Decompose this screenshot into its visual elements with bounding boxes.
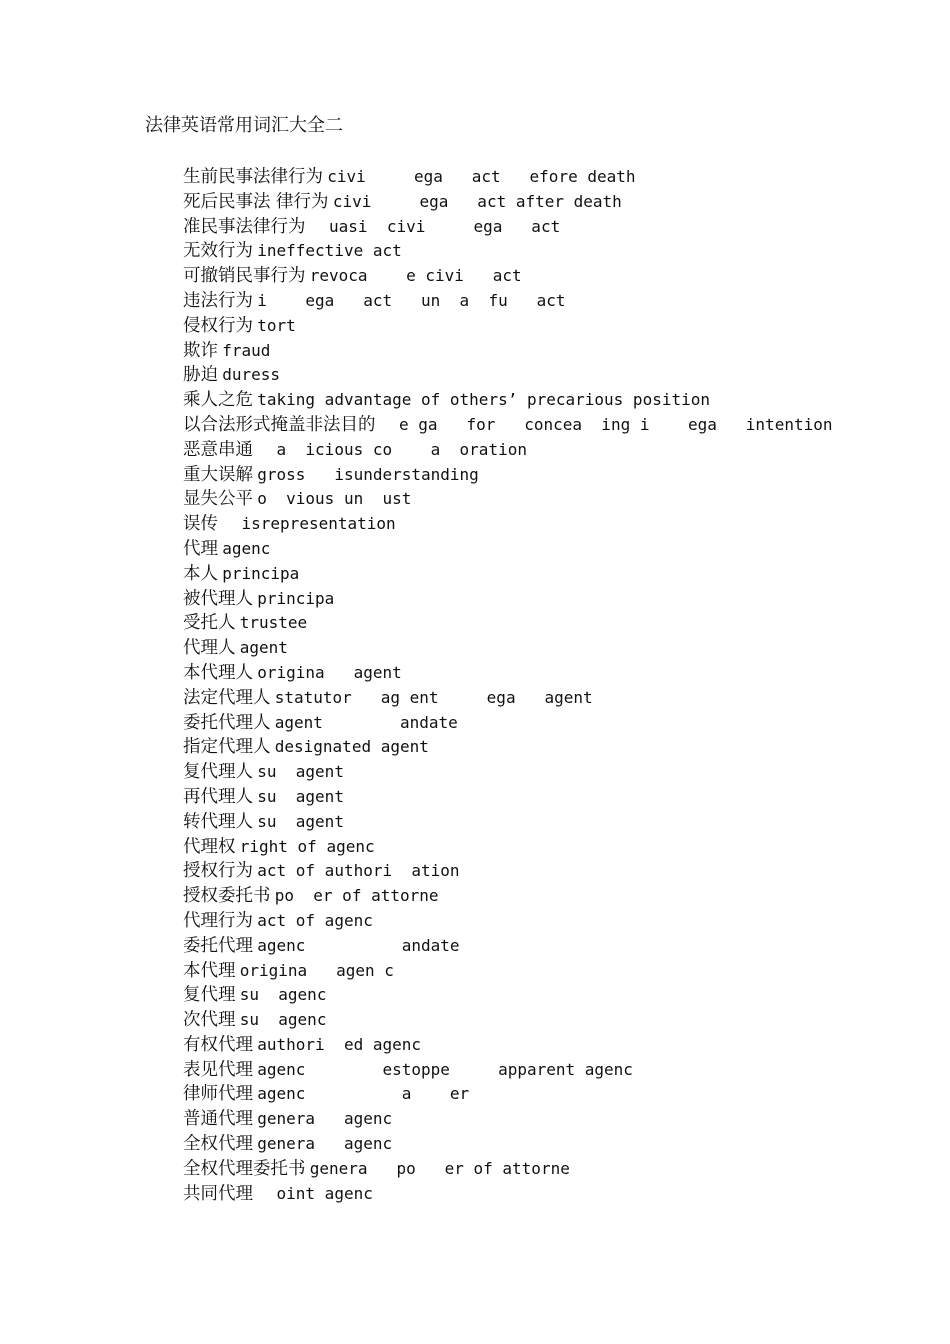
glossary-entry	[183, 562, 833, 587]
english-term: statutor ag ent ega agent	[274, 687, 593, 707]
english-term: authori ed agenc	[257, 1034, 422, 1054]
english-term: gross isunderstanding	[257, 464, 479, 484]
english-term: i ega act un a fu act	[257, 290, 566, 310]
english-term: origina agent	[257, 662, 402, 682]
english-term: principa	[222, 563, 300, 583]
glossary-entry	[183, 512, 833, 537]
glossary-entry	[183, 636, 833, 661]
english-term: trustee	[239, 613, 308, 633]
glossary-entry	[183, 810, 833, 835]
chinese-term: 乘人之危	[183, 390, 253, 411]
glossary-entry	[183, 463, 833, 488]
english-term: duress	[222, 365, 281, 385]
english-term: agenc	[222, 538, 271, 558]
chinese-term: 误传	[183, 514, 218, 535]
chinese-term: 本人	[183, 563, 218, 584]
glossary-entry	[183, 859, 833, 884]
chinese-term: 普通代理	[183, 1109, 253, 1130]
chinese-term: 显失公平	[183, 489, 253, 510]
chinese-term: 代理人	[183, 638, 236, 659]
chinese-term: 全权代理委托书	[183, 1158, 306, 1179]
glossary-entry	[183, 785, 833, 810]
english-term: genera agenc	[257, 1134, 393, 1154]
english-term: isrepresentation	[222, 514, 396, 534]
glossary-entry	[183, 363, 833, 388]
glossary-entry	[183, 1132, 833, 1157]
chinese-term: 复代理	[183, 985, 236, 1006]
glossary-entry	[183, 909, 833, 934]
glossary-entry	[183, 289, 833, 314]
english-term: origina agen c	[239, 960, 394, 980]
glossary-entry	[183, 339, 833, 364]
english-term: a icious co a oration	[257, 439, 527, 459]
english-term: agenc estoppe apparent agenc	[257, 1059, 633, 1079]
english-term: right of agenc	[239, 836, 375, 856]
chinese-term: 律师代理	[183, 1084, 253, 1105]
chinese-term: 复代理人	[183, 762, 253, 783]
glossary-entry	[183, 983, 833, 1008]
glossary-entry	[183, 1107, 833, 1132]
english-term: oint agenc	[257, 1183, 373, 1203]
english-term: designated agent	[274, 737, 429, 757]
english-term: tort	[257, 315, 296, 335]
english-term: revoca e civi act	[309, 266, 522, 286]
glossary-entry	[183, 686, 833, 711]
glossary-entry	[183, 413, 833, 438]
english-term: genera po er of attorne	[309, 1158, 570, 1178]
chinese-term: 无效行为	[183, 241, 253, 262]
chinese-term: 欺诈	[183, 340, 218, 361]
english-term: taking advantage of others’ precarious position	[257, 390, 710, 410]
glossary-entry	[183, 264, 833, 289]
glossary-entry	[183, 884, 833, 909]
chinese-term: 委托代理人	[183, 712, 271, 733]
glossary-entry	[183, 487, 833, 512]
chinese-term: 有权代理	[183, 1034, 253, 1055]
english-term: agenc a er	[257, 1084, 470, 1104]
glossary-entry	[183, 438, 833, 463]
chinese-term: 代理行为	[183, 910, 253, 931]
chinese-term: 再代理人	[183, 786, 253, 807]
english-term: su agent	[257, 811, 344, 831]
glossary-entry	[183, 711, 833, 736]
chinese-term: 被代理人	[183, 588, 253, 609]
english-term: act of agenc	[257, 910, 373, 930]
chinese-term: 委托代理	[183, 935, 253, 956]
chinese-term: 准民事法律行为	[183, 216, 306, 237]
glossary-entry	[183, 1033, 833, 1058]
english-term: po er of attorne	[274, 886, 439, 906]
glossary-entry	[183, 1082, 833, 1107]
chinese-term: 以合法形式掩盖非法目的	[183, 414, 376, 435]
english-term: su agenc	[239, 1010, 327, 1030]
chinese-term: 代理	[183, 538, 218, 559]
chinese-term: 全权代理	[183, 1134, 253, 1155]
glossary-entry	[183, 1058, 833, 1083]
chinese-term: 生前民事法律行为	[183, 167, 323, 187]
glossary-entry	[183, 611, 833, 636]
english-term: agenc andate	[257, 935, 460, 955]
chinese-term: 授权委托书	[183, 886, 271, 907]
chinese-term: 代理权	[183, 836, 236, 857]
chinese-term: 违法行为	[183, 290, 253, 311]
chinese-term: 共同代理	[183, 1183, 253, 1204]
chinese-term: 授权行为	[183, 861, 253, 882]
english-term: agent	[239, 638, 288, 658]
chinese-term: 受托人	[183, 613, 236, 634]
document-title: 法律英语常用词汇大全二	[145, 115, 343, 136]
glossary-entry	[183, 1008, 833, 1033]
english-term: act of authori ation	[257, 861, 460, 881]
english-term: su agent	[257, 786, 344, 806]
chinese-term: 侵权行为	[183, 315, 253, 336]
chinese-term: 本代理	[183, 960, 236, 981]
glossary-entry	[183, 239, 833, 264]
glossary-entry	[183, 934, 833, 959]
glossary-entry	[183, 735, 833, 760]
chinese-term: 本代理人	[183, 662, 253, 683]
english-term: principa	[257, 588, 335, 608]
glossary-list	[183, 165, 833, 1206]
glossary-entry	[183, 215, 833, 240]
glossary-entry	[183, 1182, 833, 1207]
english-term: su agent	[257, 762, 344, 782]
glossary-entry	[183, 959, 833, 984]
glossary-entry	[183, 165, 833, 190]
glossary-entry	[183, 1157, 833, 1182]
english-term: uasi civi ega act	[309, 216, 561, 236]
english-term: ineffective act	[257, 241, 402, 261]
english-term: civi ega act after death	[332, 191, 622, 211]
glossary-entry	[183, 190, 833, 215]
chinese-term: 次代理	[183, 1010, 236, 1031]
english-term: e ga for concea ing i ega intention	[379, 414, 833, 434]
chinese-term: 法定代理人	[183, 687, 271, 708]
english-term: civi ega act efore death	[327, 167, 636, 186]
chinese-term: 转代理人	[183, 811, 253, 832]
chinese-term: 表见代理	[183, 1059, 253, 1080]
chinese-term: 胁迫	[183, 365, 218, 386]
chinese-term: 可撤销民事行为	[183, 266, 306, 287]
chinese-term: 恶意串通	[183, 439, 253, 460]
glossary-entry	[183, 388, 833, 413]
english-term: genera agenc	[257, 1109, 393, 1129]
glossary-entry	[183, 587, 833, 612]
english-term: agent andate	[274, 712, 458, 732]
glossary-entry	[183, 760, 833, 785]
english-term: su agenc	[239, 985, 327, 1005]
glossary-entry	[183, 537, 833, 562]
glossary-entry	[183, 835, 833, 860]
chinese-term: 死后民事法 律行为	[183, 191, 329, 212]
glossary-entry	[183, 661, 833, 686]
english-term: o vious un ust	[257, 489, 412, 509]
chinese-term: 重大误解	[183, 464, 253, 485]
english-term: fraud	[222, 340, 271, 360]
glossary-entry	[183, 314, 833, 339]
chinese-term: 指定代理人	[183, 737, 271, 758]
